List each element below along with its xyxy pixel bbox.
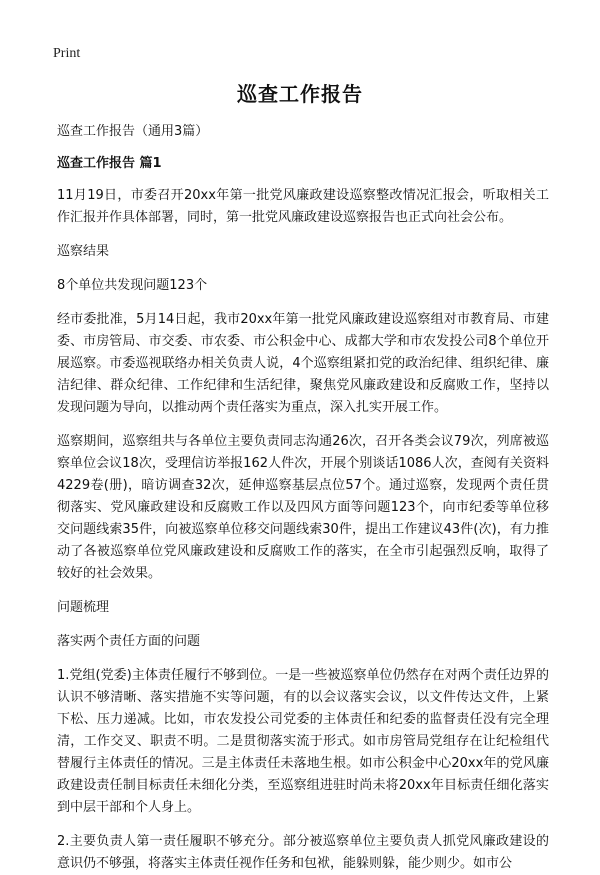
- print-link[interactable]: Print: [53, 46, 81, 61]
- issues-heading: 问题梳理: [57, 600, 110, 615]
- approval-paragraph: 经市委批准，5月14日起，我市20xx年第一批党风廉政建设巡察组对市教育局、市建委、市房管局、市交委、市农委、市公积金中心、成都大学和市农发投公司8个单位开展巡察。市委巡视联络办相关负责人说，4个巡察组紧扣党的政治纪律、组织纪律、廉洁纪律、群众纪律、工作纪律和生活纪律，聚焦党风廉政建设和反腐败工作，坚持以发现问题为导向，以推动两个责任落实为重点，深入扎实开展工作。: [57, 312, 549, 415]
- intro-paragraph: 11月19日，市委召开20xx年第一批党风廉政建设巡察整改情况汇报会，听取相关工作汇报并作具体部署，同时，第一批党风廉政建设巡察报告也正式向社会公布。: [57, 188, 549, 225]
- document-title: 巡查工作报告: [237, 82, 363, 106]
- issues-subheading: 落实两个责任方面的问题: [57, 634, 201, 649]
- results-summary: 8个单位共发现问题123个: [57, 278, 208, 293]
- document-subtitle: 巡查工作报告（通用3篇）: [57, 124, 209, 139]
- issue-paragraph-2: 2.主要负责人第一责任履职不够充分。部分被巡察单位主要负责人抓党风廉政建设的意识仍不够强，将落实主体责任视作任务和包袱，能躲则躲，能少则少。如市公: [57, 834, 549, 871]
- period-paragraph: 巡察期间，巡察组共与各单位主要负责同志沟通26次，召开各类会议79次，列席被巡察单位会议18次，受理信访举报162人件次，开展个别谈话1086人次，查阅有关资料4229卷(册)，暗访调查32次，延伸巡察基层点位57个。通过巡察，发现两个责任贯彻落实、党风廉政建设和反腐败工作以及四风方面等问题123个，向市纪委等单位移交问题线索35件，向被巡察单位移交问题线索30件，提出工作建议43件(次)，有力推动了各被巡察单位党风廉政建设和反腐败工作的落实，在全市引起强烈反响，取得了较好的社会效果。: [57, 434, 549, 581]
- document-body: [57, 121, 549, 875]
- issue-paragraph-1: 1.党组(党委)主体责任履行不够到位。一是一些被巡察单位仍然存在对两个责任边界的认识不够清晰、落实措施不实等问题，有的以会议落实会议，以文件传达文件，上紧下松、压力递减。比如，市农发投公司党委的主体责任和纪委的监督责任没有完全理清，工作交叉、职责不明。二是贯彻落实流于形式。如市房管局党组存在让纪检组代替履行主体责任的情况。三是主体责任未落地生根。如市公积金中心20xx年的党风廉政建设责任制目标责任未细化分类，至巡察组进驻时尚未将20xx年目标责任细化落实到中层干部和个人身上。: [57, 668, 549, 815]
- results-heading: 巡察结果: [57, 244, 110, 259]
- section-heading: 巡查工作报告 篇1: [57, 156, 162, 171]
